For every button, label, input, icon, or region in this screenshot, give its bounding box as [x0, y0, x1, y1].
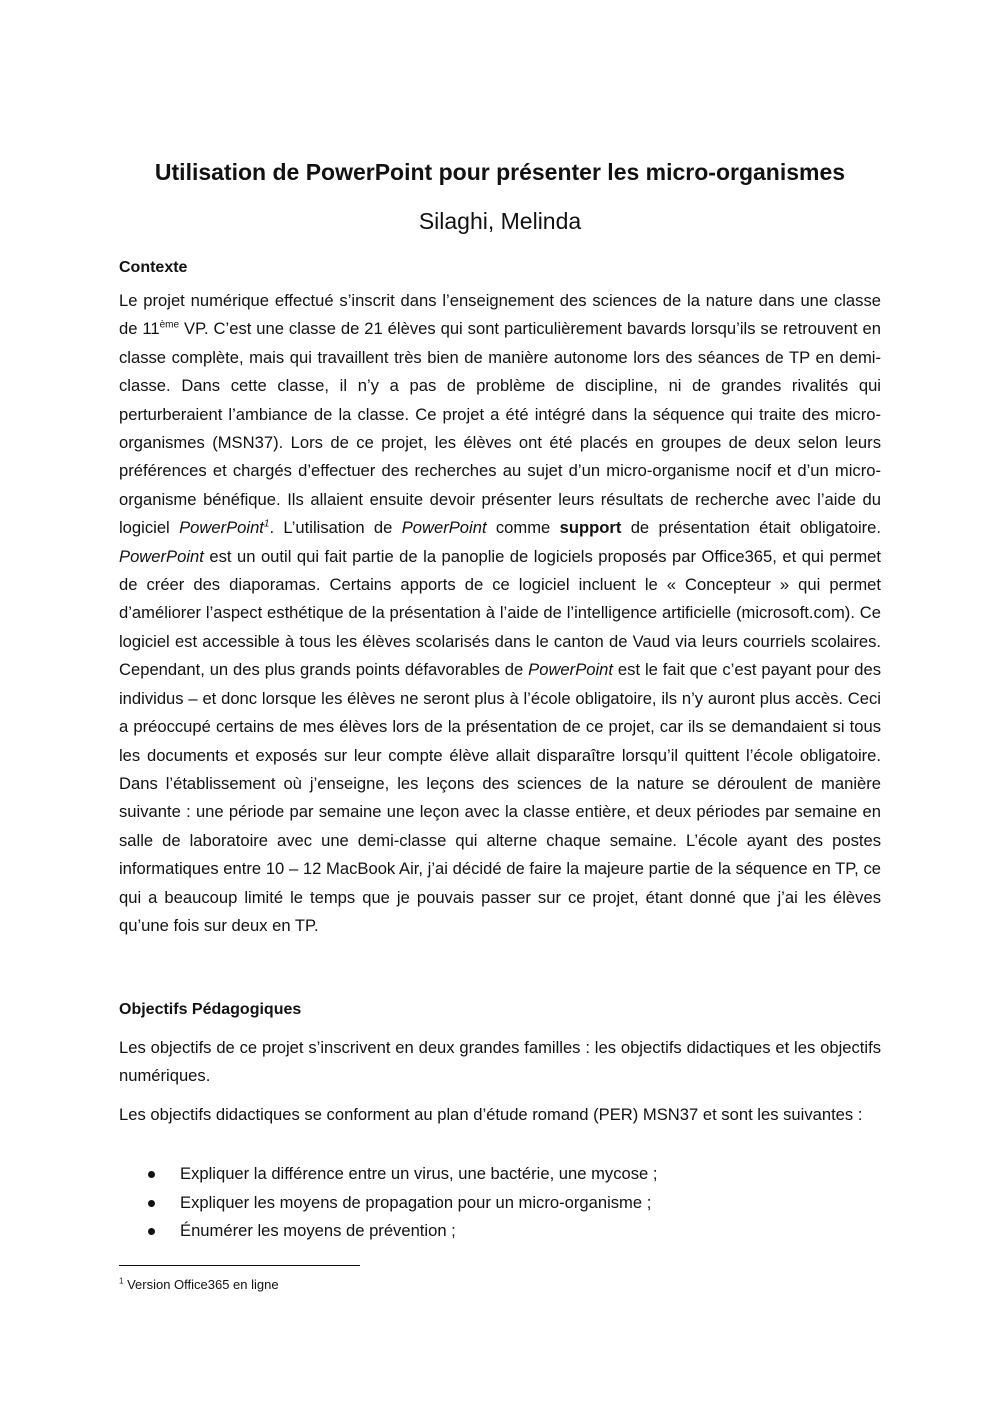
bullet-icon: [148, 1228, 155, 1235]
context-text-run: comme: [486, 518, 560, 538]
bullet-icon: [148, 1200, 155, 1207]
emphasis-support: support: [559, 518, 622, 538]
list-item: [119, 1189, 881, 1218]
section-heading-objectives: Objectifs Pédagogiques: [119, 1001, 302, 1018]
context-text-run: de présentation était obligatoire.: [621, 518, 881, 538]
software-name: PowerPoint: [528, 660, 614, 680]
document-author: Silaghi, Melinda: [418, 208, 582, 234]
section-heading-context: Contexte: [119, 259, 188, 276]
footnote-separator: [119, 1265, 360, 1266]
footnote-text: Version Office365 en ligne: [123, 1277, 279, 1292]
list-item: [119, 1217, 881, 1246]
list-item: [119, 1160, 881, 1189]
objectives-paragraph-1: Les objectifs de ce projet s’inscrivent en deux grandes familles : les objectifs didactiques et les objectifs numériques.: [119, 1038, 881, 1086]
context-paragraph: [119, 287, 881, 940]
objectives-bullet-list: [119, 1160, 881, 1246]
document-title: Utilisation de PowerPoint pour présenter les micro-organismes: [154, 159, 846, 185]
bullet-icon: [148, 1171, 155, 1178]
software-name: PowerPoint: [119, 546, 204, 566]
footnote-marker: 1: [119, 1276, 124, 1286]
objectives-paragraph-2: Les objectifs didactiques se conforment au plan d’étude romand (PER) MSN37 et sont les suivantes :: [119, 1105, 863, 1124]
footnote: [119, 1276, 279, 1294]
context-text-run: VP. C’est une classe de 21 élèves qui sont particulièrement bavards lorsqu’ils se retrouvent en classe complète, mais qui travaillent très bien de manière autonome lors des séances de TP en demi-classe. Dans cette classe, il n’y a pas de problème de discipline, ni de grandes rivalités qui perturberaient l’ambiance de la classe. Ce projet a été intégré dans la séquence qui traite des micro-organismes (MSN37). Lors de ce projet, les élèves ont été placés en groupes de deux selon leurs préférences et chargés d’effectuer des recherches au sujet d’un micro-organisme nocif et d’un micro-organisme bénéfique. Ils allaient ensuite devoir présenter leurs résultats de recherche avec l’aide du logiciel: [119, 319, 881, 538]
list-item-text: Expliquer les moyens de propagation pour un micro-organisme ;: [180, 1192, 652, 1212]
context-text-run: est le fait que c’est payant pour des individus – et donc lorsque les élèves ne seront plus à l’école obligatoire, ils n’y auront plus accès. Ceci a préoccupé certains de mes élèves lors de la présentation de ce projet, car ils se demandaient si tous les documents et exposés sur leur compte élève allait disparaître lorsqu’il quittent l’école obligatoire. Dans l’établissement où j’enseigne, les leçons des sciences de la nature se déroulent de manière suivante : une période par semaine une leçon avec la classe entière, et deux périodes par semaine en salle de laboratoire avec une demi-classe qui alterne chaque semaine. L’école ayant des postes informatiques entre 10 – 12 MacBook Air, j’ai décidé de faire la majeure partie de la séquence en TP, ce qui a beaucoup limité le temps que je pouvais passer sur ce projet, étant donné que j’ai les élèves qu’une fois sur deux en TP.: [119, 660, 881, 935]
software-name: PowerPoint: [179, 518, 264, 538]
footnote-reference[interactable]: 1: [263, 518, 270, 530]
context-text-run: . L’utilisation de: [269, 518, 402, 538]
list-item-text: Énumérer les moyens de prévention ;: [180, 1221, 456, 1240]
context-text-run: Le projet numérique effectué s’inscrit dans l’enseignement des sciences de la nature dans une classe de 11: [119, 291, 881, 339]
context-text-run: est un outil qui fait partie de la panoplie de logiciels proposés par Office365, et qui permet de créer des diaporamas. Certains apports de ce logiciel incluent le « Concepteur » qui permet d’améliorer l’aspect esthétique de la présentation à l’aide de l’intelligence artificielle (microsoft.com). Ce logiciel est accessible à tous les élèves scolarisés dans le canton de Vaud via leurs courriels scolaires. Cependant, un des plus grands points défavorables de: [119, 546, 881, 680]
ordinal-superscript: ème: [159, 319, 180, 331]
list-item-text: Expliquer la différence entre un virus, une bactérie, une mycose ;: [180, 1164, 658, 1183]
software-name: PowerPoint: [401, 518, 487, 538]
